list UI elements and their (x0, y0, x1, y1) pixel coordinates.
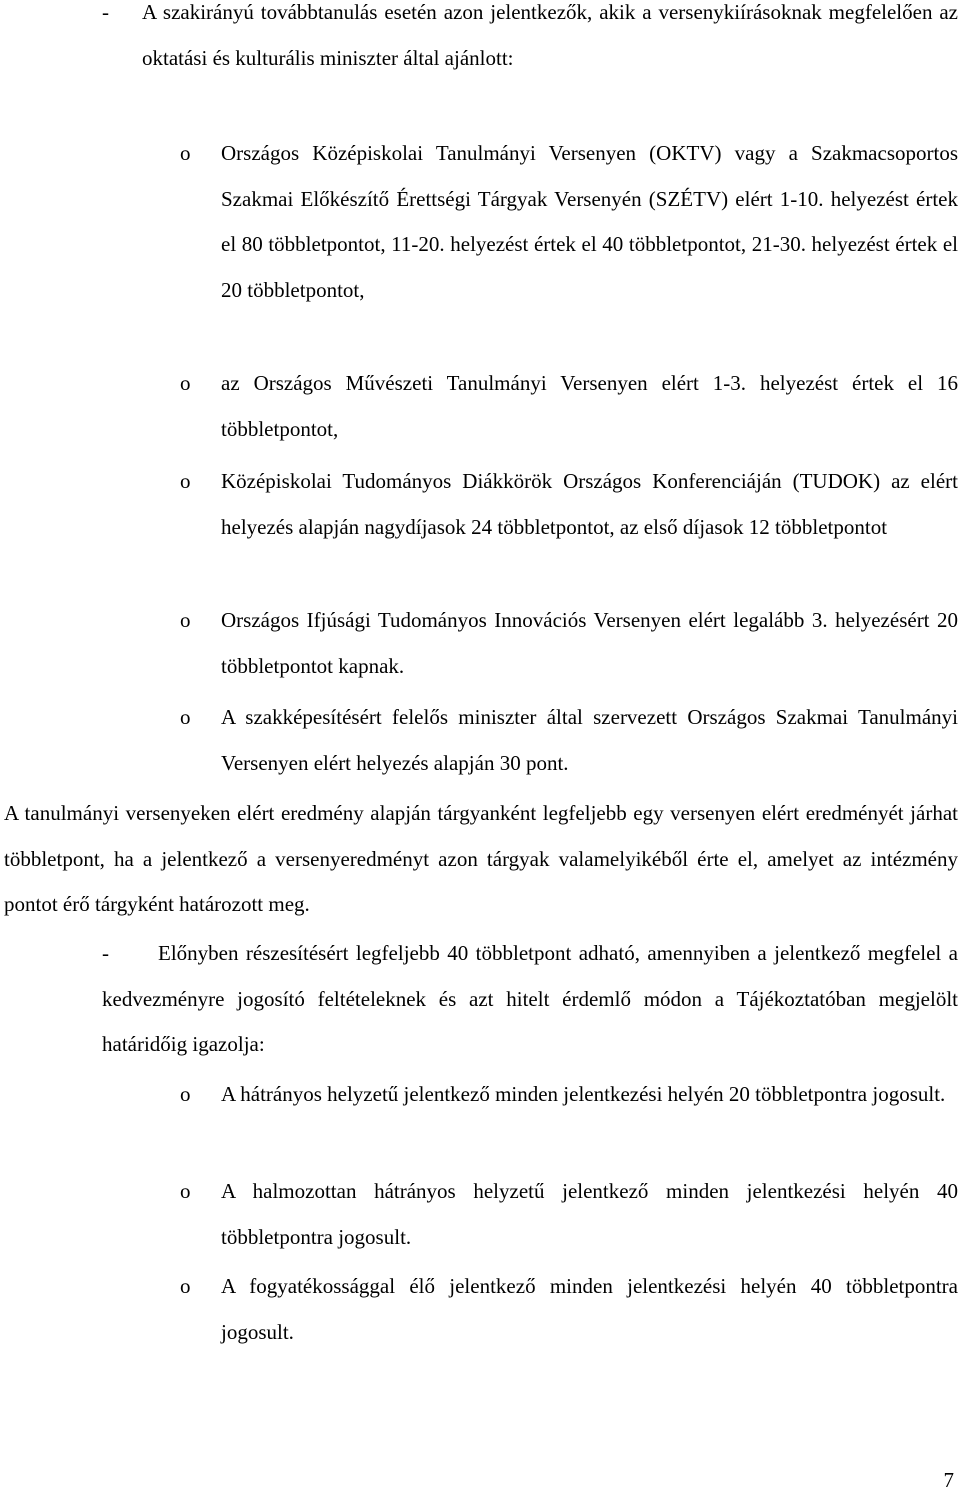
dash-item-text: A szakirányú továbbtanulás esetén azon jelentkezők, akik a versenykiírásoknak megfelelően az oktatási és kulturális miniszter által ajánlott: (142, 0, 958, 70)
sub-bullet-marker: o (180, 608, 191, 632)
sub-bullet-marker: o (180, 469, 191, 493)
sub-bullet-text: A hátrányos helyzetű jelentkező minden jelentkezési helyén 20 többletpontra jogosult. (221, 1082, 946, 1106)
page-number: 7 (943, 1468, 954, 1492)
sub-bullet-text: Országos Középiskolai Tanulmányi Versenyen (OKTV) vagy a Szakmacsoportos Szakmai Előkészítő Érettségi Tárgyak Versenyén (SZÉTV) elért 1-10. helyezést értek el 80 többletpontot, 11-20. helyezést értek el 40 többletpontot, 21-30. helyezést értek el 20 többletpontot, (221, 141, 958, 302)
sub-bullet-marker: o (180, 1179, 191, 1203)
sub-bullet-text: A halmozottan hátrányos helyzetű jelentkező minden jelentkezési helyén 40 többletpontra jogosult. (221, 1179, 958, 1249)
sub-bullet-marker: o (180, 141, 191, 165)
dash-marker: - (102, 0, 109, 24)
sub-bullet-marker: o (180, 1274, 191, 1298)
dash-marker: - (102, 941, 109, 965)
sub-bullet-marker: o (180, 1082, 191, 1106)
sub-bullet-text: Középiskolai Tudományos Diákkörök Országos Konferenciáján (TUDOK) az elért helyezés alapján nagydíjasok 24 többletpontot, az első díjasok 12 többletpontot (221, 469, 958, 539)
sub-bullet-text: A szakképesítésért felelős miniszter által szervezett Országos Szakmai Tanulmányi Versenyen elért helyezés alapján 30 pont. (221, 705, 958, 775)
dash-item-text: Előnyben részesítésért legfeljebb 40 többletpont adható, amennyiben a jelentkező megfelel a kedvezményre jogosító feltételeknek és azt hitelt érdemlő módon a Tájékoztatóban megjelölt határidőig igazolja: (102, 941, 958, 1056)
main-paragraph: A tanulmányi versenyeken elért eredmény alapján tárgyanként legfeljebb egy versenyen elért eredményét járhat többletpont, ha a jelentkező a versenyeredményt azon tárgyak valamelyikéből érte el, amelyet az intézmény pontot érő tárgyként határozott meg. (4, 801, 958, 916)
dash-item-text-first (102, 931, 958, 1068)
sub-bullet-text: A fogyatékossággal élő jelentkező minden jelentkezési helyén 40 többletpontra jogosult. (221, 1274, 958, 1344)
sub-bullet-marker: o (180, 705, 191, 729)
sub-bullet-marker: o (180, 371, 191, 395)
sub-bullet-text: az Országos Művészeti Tanulmányi Versenyen elért 1-3. helyezést értek el 16 többletpontot, (221, 371, 958, 441)
sub-bullet-text: Országos Ifjúsági Tudományos Innovációs Versenyen elért legalább 3. helyezésért 20 többletpontot kapnak. (221, 608, 958, 678)
